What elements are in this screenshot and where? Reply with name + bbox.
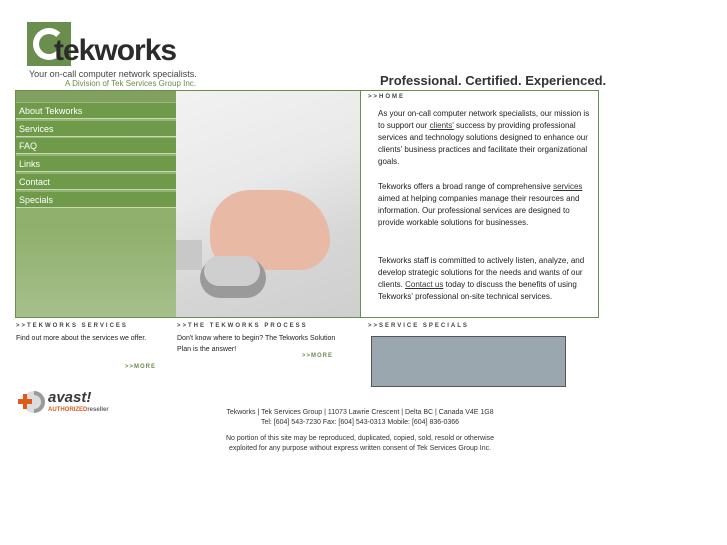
specials-section-label: >>SERVICE SPECIALS <box>368 323 469 329</box>
brand-division: A Division of Tek Services Group Inc. <box>65 79 197 88</box>
home-p1-text-a: As your on-call computer network specialists, our mission is to support our <box>378 109 590 130</box>
services-section-label: >>TEKWORKS SERVICES <box>16 323 128 329</box>
avast-logo-icon <box>16 387 46 417</box>
sidebar-item-specials[interactable]: Specials <box>15 192 176 208</box>
sidebar-item-faq[interactable]: FAQ <box>15 138 176 154</box>
services-more-link[interactable]: >>MORE <box>125 364 157 370</box>
home-p3-text-a: Tekworks staff is committed to actively listen, analyze, and develop strategic solutions for the needs and wants of our clients. <box>378 256 585 289</box>
brand-tagline: Your on-call computer network specialists. <box>29 69 197 79</box>
process-more-link[interactable]: >>MORE <box>302 353 334 359</box>
avast-reseller-label <box>48 407 109 413</box>
clients-link[interactable]: clients' <box>429 121 454 130</box>
footer-address: Tekworks | Tek Services Group | 11073 Lawrie Crescent | Delta BC | Canada V4E 1G8 <box>226 409 494 416</box>
footer-legal-2: exploited for any purpose without express written consent of Tek Services Group Inc. <box>228 445 492 452</box>
avast-reseller: reseller <box>87 407 109 413</box>
home-paragraph-1 <box>378 108 590 168</box>
sidebar-item-contact[interactable]: Contact <box>15 174 176 190</box>
sidebar-item-about[interactable]: About Tekworks <box>15 103 176 119</box>
home-paragraph-3 <box>378 255 590 303</box>
services-link[interactable]: services <box>553 182 583 191</box>
sidebar-item-links[interactable]: Links <box>15 156 176 172</box>
process-description: Don't know where to begin? The Tekworks Solution Plan is the answer! <box>177 335 336 353</box>
slogan: Professional. Certified. Experienced. <box>380 73 607 88</box>
brand-name: tekworks <box>54 34 177 67</box>
home-p1-text-b: success by providing professional services and technology solutions designed to enhance our clients' business practices and facilitate their organizational goals. <box>378 121 588 166</box>
home-paragraph-2 <box>378 181 590 229</box>
home-section-label: >>HOME <box>368 94 406 100</box>
footer-legal-1: No portion of this site may be reproduced, duplicated, copied, sold, resold or otherwise <box>225 435 495 442</box>
home-p2-text-a: Tekworks offers a broad range of comprehensive <box>378 182 554 191</box>
home-p2-text-b: aimed at helping companies manage their resources and information. Our professional services are designed to provide workable solutions for businesses. <box>378 194 580 227</box>
process-section-label: >>THE TEKWORKS PROCESS <box>177 323 308 329</box>
contact-us-link[interactable]: Contact us <box>405 280 444 289</box>
home-p3-text-b: today to discuss the benefits of using Tekworks' professional on-site technical services. <box>378 280 577 301</box>
avast-authorized: AUTHORIZED <box>48 407 88 413</box>
sidebar-item-services[interactable]: Services <box>15 121 176 137</box>
footer-phones: Tel: [604] 543-7230 Fax: [604] 543-0313 Mobile: [604] 836-0366 <box>260 419 460 426</box>
services-description: Find out more about the services we offer. <box>16 335 147 342</box>
avast-wordmark: avast! <box>48 389 92 406</box>
specials-box[interactable] <box>371 336 566 387</box>
